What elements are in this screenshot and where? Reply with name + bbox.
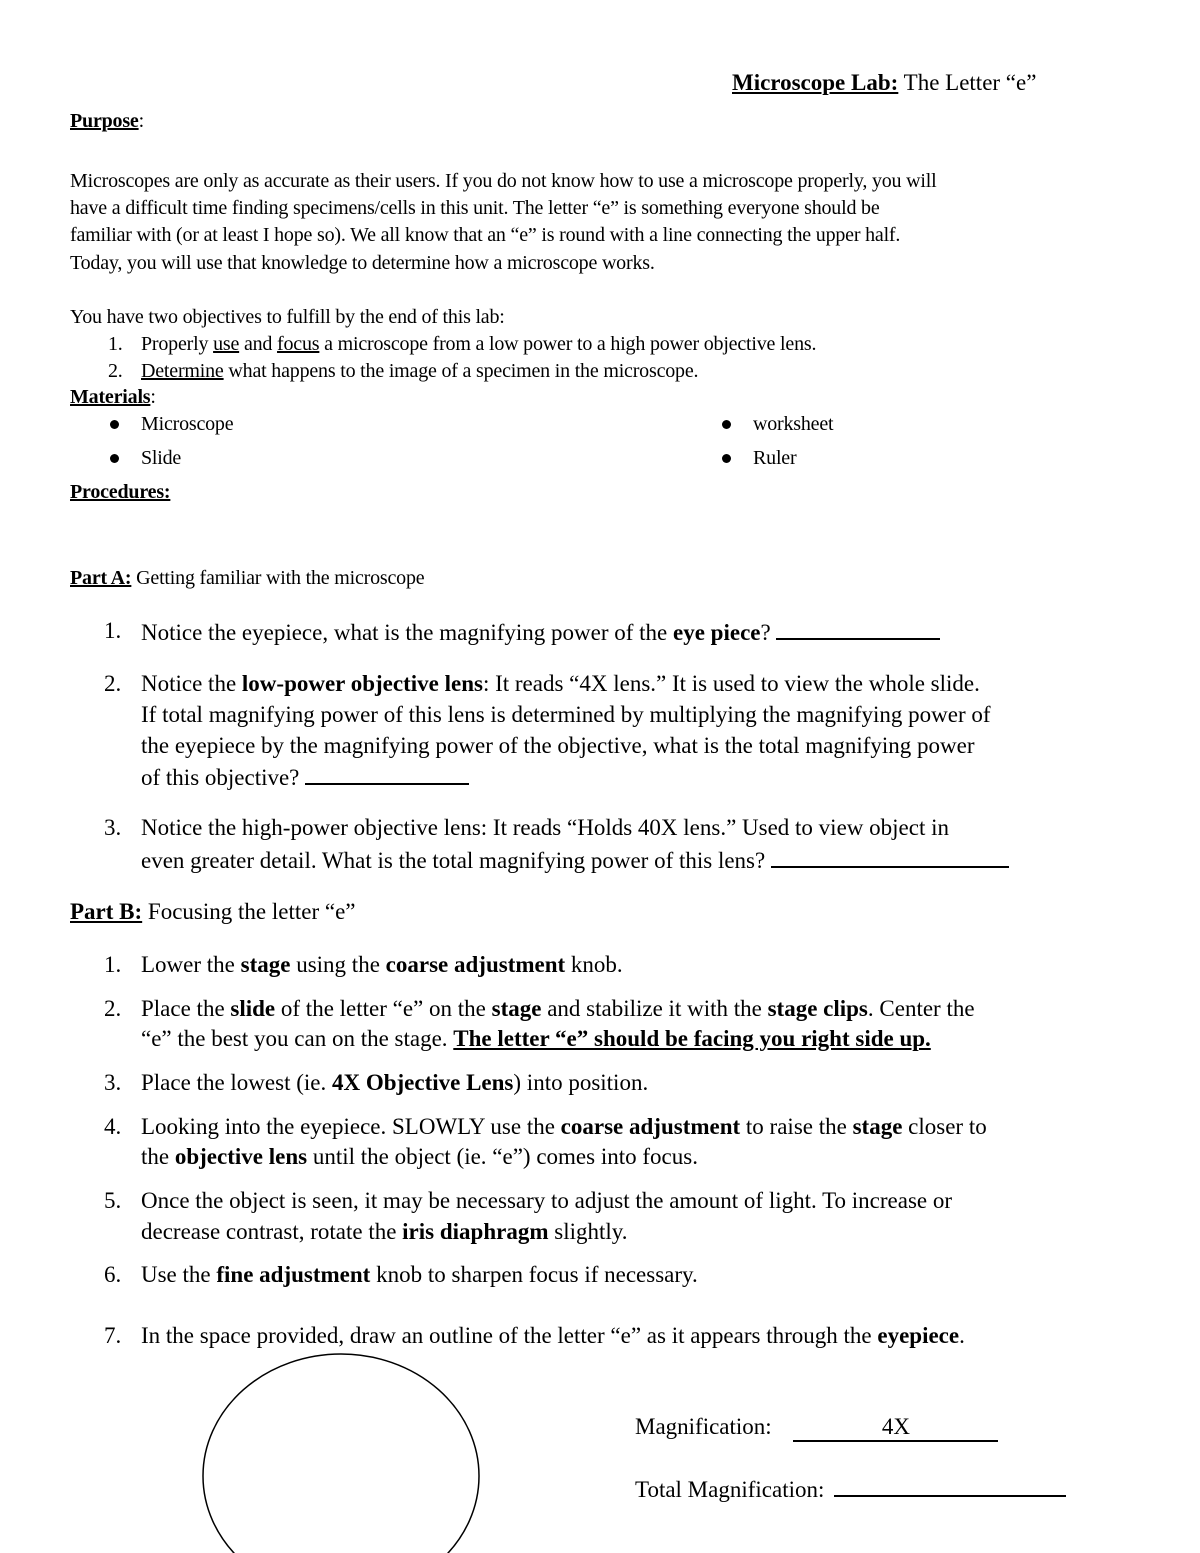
answer-blank[interactable] <box>305 763 469 785</box>
total-magnification-blank[interactable] <box>834 1475 1066 1497</box>
step-6: Use the fine adjustment knob to sharpen focus if necessary. <box>141 1262 698 1287</box>
purpose-heading-text: Purpose <box>70 110 139 132</box>
question-3-line: even greater detail. What is the total magnifying power of this lens? <box>141 846 1009 874</box>
page-title <box>732 70 1036 96</box>
purpose-colon: : <box>138 110 144 132</box>
step-4-line: the objective lens until the object (ie. “e”) comes into focus. <box>141 1144 698 1169</box>
step-2-line: “e” the best you can on the stage. The letter “e” should be facing you right side up. <box>141 1026 931 1051</box>
step-number: 2. <box>104 996 122 1021</box>
step-number: 4. <box>104 1114 122 1139</box>
part-b-heading: Part B: Focusing the letter “e” <box>70 899 356 924</box>
bullet-icon <box>110 454 119 463</box>
answer-blank[interactable] <box>771 846 1009 868</box>
step-number: 6. <box>104 1262 122 1287</box>
objective-number: 2. <box>108 360 123 382</box>
objectives-intro: You have two objectives to fulfill by the end of this lab: <box>70 306 505 328</box>
purpose-heading <box>70 110 144 133</box>
step-4-line: Looking into the eyepiece. SLOWLY use the coarse adjustment to raise the stage closer to <box>141 1114 987 1139</box>
question-number: 3. <box>104 815 122 840</box>
materials-heading-text: Materials <box>70 386 151 408</box>
part-a-heading: Part A: Getting familiar with the microscope <box>70 567 425 589</box>
step-1: Lower the stage using the coarse adjustment knob. <box>141 952 623 977</box>
bullet-icon <box>110 420 119 429</box>
step-number: 1. <box>104 952 122 977</box>
material-item: Ruler <box>753 447 797 469</box>
question-number: 1. <box>104 618 122 643</box>
field-of-view-circle <box>203 1354 479 1553</box>
step-3: Place the lowest (ie. 4X Objective Lens) into position. <box>141 1070 649 1095</box>
purpose-line: Today, you will use that knowledge to determine how a microscope works. <box>70 252 655 274</box>
material-item: Slide <box>141 447 182 469</box>
materials-heading <box>70 386 156 409</box>
objective-item-1: Properly use and focus a microscope from a low power to a high power objective lens. <box>141 333 817 355</box>
step-5-line: decrease contrast, rotate the iris diaphragm slightly. <box>141 1219 628 1244</box>
purpose-line: have a difficult time finding specimens/cells in this unit. The letter “e” is something everyone should be <box>70 197 880 219</box>
objective-item-2: Determine what happens to the image of a specimen in the microscope. <box>141 360 699 382</box>
drawing-field-of-view[interactable] <box>195 1348 495 1553</box>
question-1: Notice the eyepiece, what is the magnifying power of the eye piece? <box>141 618 940 646</box>
magnification-value[interactable]: 4X <box>793 1414 998 1442</box>
question-2-line: Notice the low-power objective lens: It reads “4X lens.” It is used to view the whole slide. <box>141 671 980 696</box>
material-item: Microscope <box>141 413 234 435</box>
step-number: 3. <box>104 1070 122 1095</box>
question-2-line: of this objective? <box>141 763 469 791</box>
material-item: worksheet <box>753 413 834 435</box>
purpose-line: familiar with (or at least I hope so). We all know that an “e” is round with a line connecting the upper half. <box>70 224 901 246</box>
purpose-line: Microscopes are only as accurate as their users. If you do not know how to use a microscope properly, you will <box>70 170 937 192</box>
bullet-icon <box>722 454 731 463</box>
step-5-line: Once the object is seen, it may be necessary to adjust the amount of light. To increase or <box>141 1188 953 1213</box>
step-7: In the space provided, draw an outline of the letter “e” as it appears through the eyepiece. <box>141 1323 965 1348</box>
magnification-label: Magnification: <box>635 1414 772 1439</box>
question-2-line: If total magnifying power of this lens is determined by multiplying the magnifying power of <box>141 702 991 727</box>
step-2-line: Place the slide of the letter “e” on the stage and stabilize it with the stage clips. Center the <box>141 996 975 1021</box>
question-number: 2. <box>104 671 122 696</box>
question-2-line: the eyepiece by the magnifying power of the objective, what is the total magnifying power <box>141 733 975 758</box>
title-rest: The Letter “e” <box>898 70 1037 95</box>
objective-number: 1. <box>108 333 123 355</box>
procedures-heading: Procedures: <box>70 481 171 503</box>
step-number: 7. <box>104 1323 122 1348</box>
title-bold: Microscope Lab: <box>732 70 899 95</box>
magnification-row <box>635 1414 998 1442</box>
step-number: 5. <box>104 1188 122 1213</box>
bullet-icon <box>722 420 731 429</box>
question-3-line: Notice the high-power objective lens: It reads “Holds 40X lens.” Used to view object in <box>141 815 949 840</box>
total-magnification-row <box>635 1475 1066 1503</box>
materials-colon: : <box>150 386 156 408</box>
answer-blank[interactable] <box>776 618 940 640</box>
total-magnification-label: Total Magnification: <box>635 1477 825 1502</box>
